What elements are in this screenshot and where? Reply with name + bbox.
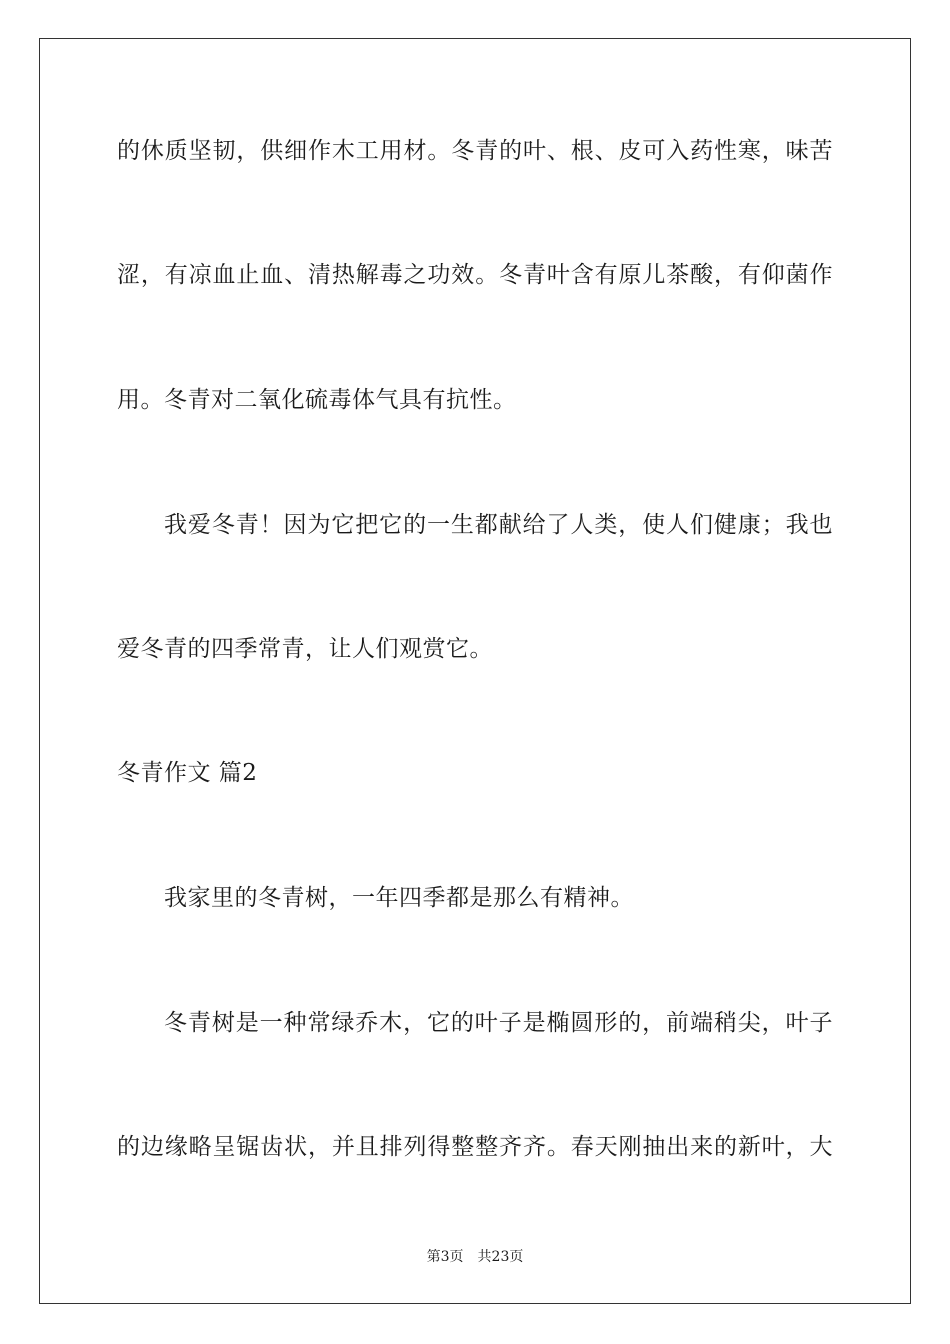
section-heading: 冬青作文 篇2 [117,760,258,786]
text-line-4: 我爱冬青！因为它把它的一生都献给了人类，使人们健康；我也 [164,512,833,538]
text-line-9: 的边缘略呈锯齿状，并且排列得整整齐齐。春天刚抽出来的新叶，大 [117,1134,833,1160]
text-line-2: 涩，有凉血止血、清热解毒之功效。冬青叶含有原儿茶酸，有仰菌作 [117,262,833,288]
page-number: 第3页 [426,1249,464,1265]
text-line-7: 我家里的冬青树，一年四季都是那么有精神。 [164,885,634,911]
text-line-5: 爱冬青的四季常青，让人们观赏它。 [117,636,493,662]
page-border [39,38,911,1304]
text-line-1: 的休质坚韧，供细作木工用材。冬青的叶、根、皮可入药性寒，味苦 [117,138,833,164]
page-total: 共23页 [477,1249,524,1265]
text-line-3: 用。冬青对二氧化硫毒体气具有抗性。 [117,387,517,413]
page-footer [0,1248,950,1266]
text-line-8: 冬青树是一种常绿乔木，它的叶子是椭圆形的，前端稍尖，叶子 [164,1010,833,1036]
